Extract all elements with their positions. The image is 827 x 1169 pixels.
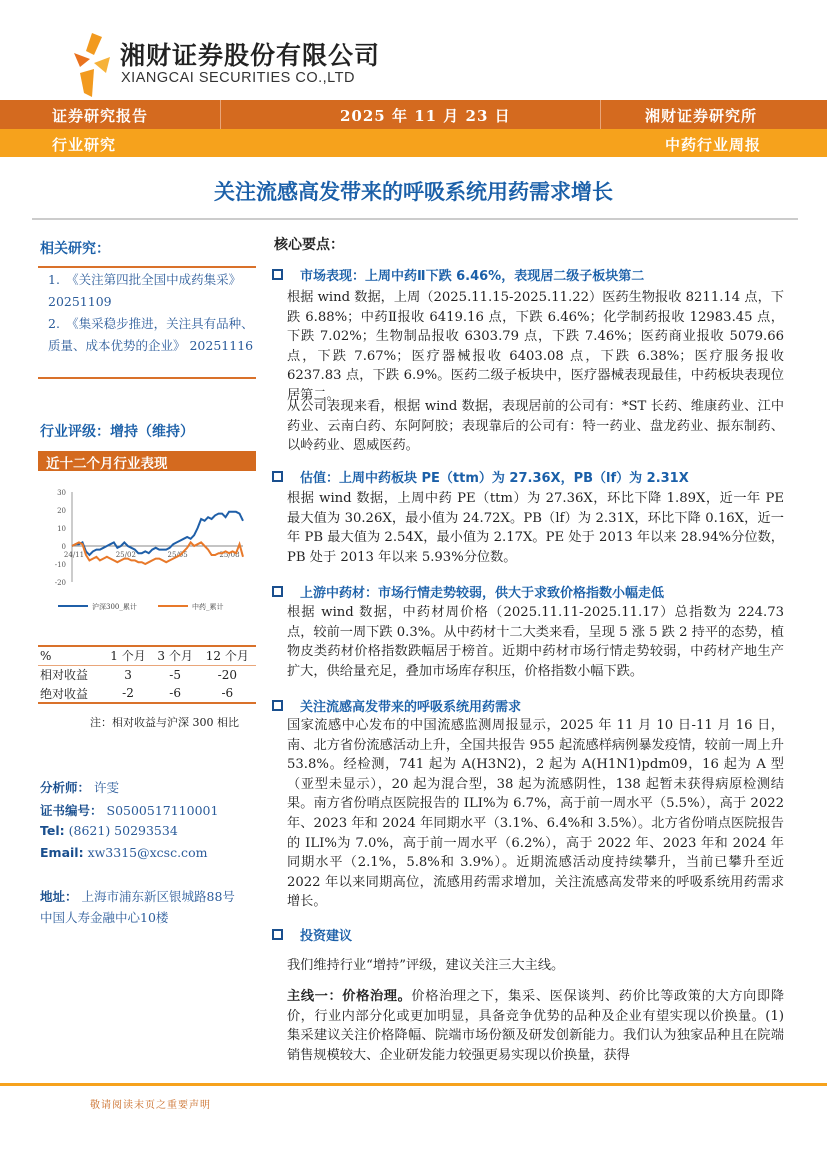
- checkbox-bullet-icon: [272, 269, 283, 280]
- table-cell: 相对收益: [40, 668, 89, 683]
- telephone: [40, 823, 178, 838]
- industry-rating: 行业评级：增持（维持）: [40, 424, 194, 440]
- company-logo-icon: [72, 33, 112, 97]
- section-heading: [272, 265, 644, 284]
- table-cell: -5: [169, 667, 181, 682]
- cert-number: S0500517110001: [106, 803, 219, 818]
- table-row: [38, 684, 256, 703]
- series-line: [72, 512, 243, 555]
- cert-label: 证书编号：: [40, 803, 103, 818]
- subheader-band: [0, 129, 827, 157]
- report-title: 关注流感高发带来的呼吸系统用药需求增长: [214, 180, 613, 204]
- x-tick-label: 25/02: [115, 551, 136, 559]
- analyst-name: 许雯: [94, 780, 120, 795]
- x-tick-label: 25/05: [167, 551, 188, 559]
- table-note: 注：相对收益与沪深 300 相比: [90, 716, 239, 729]
- section-heading-text: 市场表现：上周中药Ⅱ下跌 6.46%，表现居二级子板块第二: [300, 269, 645, 284]
- legend-label: 沪深300_累计: [92, 603, 137, 611]
- address: [40, 887, 235, 905]
- table-cell: -20: [217, 667, 237, 682]
- table-header-row: [38, 646, 256, 665]
- report-type: 证券研究报告: [52, 107, 149, 125]
- checkbox-bullet-icon: [272, 586, 283, 597]
- company-name-en: XIANGCAI SECURITIES CO.,LTD: [121, 70, 355, 86]
- y-tick-label: 20: [57, 507, 66, 515]
- table-cell: 3: [124, 667, 132, 682]
- section-heading: [272, 582, 664, 601]
- table-header: 3 个月: [157, 649, 193, 664]
- y-tick-label: 30: [57, 489, 66, 497]
- table-cell: -2: [122, 686, 134, 700]
- performance-table: [38, 645, 256, 704]
- paragraph: 从公司表现来看，根据 wind 数据，表现居前的公司有：*ST 长药、维康药业、江中药业、云南白药、东阿阿胶；表现靠后的公司有：特一药业、盘龙药业、振东制药、以岭药业、恩威医药。: [287, 399, 784, 454]
- x-tick-label: 24/11: [63, 551, 85, 559]
- paragraph: 我们维持行业“增持”评级，建议关注三大主线。: [287, 958, 565, 973]
- analyst: [40, 778, 119, 796]
- institute: 湘财证券研究所: [645, 107, 758, 125]
- related-research-title: 相关研究：: [40, 241, 110, 257]
- footer-disclaimer[interactable]: 敬请阅读末页之重要声明: [90, 1100, 211, 1111]
- series: 中药行业周报: [665, 136, 762, 154]
- table-header: %: [40, 648, 52, 663]
- footer-divider: [0, 1083, 827, 1086]
- y-tick-label: -10: [54, 561, 66, 569]
- section-heading: [272, 925, 352, 944]
- paragraph: 国家流感中心发布的中国流感监测周报显示，2025 年 11 月 10 日-11 月 16 日，南、北方省份流感活动上升，全国共报告 955 起流感样病例暴发疫情，较前一周上升 53.8%。经检测，741 起为 A(H3N2)，2 起为 A(H1N1)pdm09，16 起为 A 型（亚型未显示），20 起为混合型，38 起为流感阴性，138 起暂未获得病原检测结果。南方省份哨点医院报告的 ILI%为 6.7%，高于前一周水平（5.5%），高于 2022 年、2023 年和 2024 年同期水平（3.1%、6.4%和 3.5%）。北方省份哨点医院报告的 ILI%为 7.0%，高于前一周水平（6.2%），高于 2022 年、2023 年和 2024 年同期水平（2.1%，5.8%和 3.9%）。近期流感活动度持续攀升，当前已攀升至近 2022 年以来同期高位，流感用药需求增加，关注流感高发带来的呼吸系统用药需求增长。: [287, 718, 784, 910]
- divider: [220, 100, 221, 129]
- address-line: 上海市浦东新区银城路88号: [81, 889, 235, 904]
- tel-label: Tel:: [40, 823, 65, 838]
- related-link[interactable]: 1. 《关注第四批全国中成药集采》 20251109: [48, 272, 252, 309]
- address-line: 中国人寿金融中心10楼: [40, 910, 169, 925]
- paragraph: [287, 987, 784, 1065]
- section-heading-text: 估值：上周中药板块 PE（ttm）为 27.36X，PB（lf）为 2.31X: [300, 471, 689, 486]
- related-link[interactable]: 2. 《集采稳步推进，关注具有品种、质量、成本优势的企业》 20251116: [48, 316, 254, 353]
- paragraph: 根据 wind 数据，中药材周价格（2025.11.11-2025.11.17）总指数为 224.73 点，较前一周下跌 0.3%。从中药材十二大类来看，呈现 5 涨 5 跌 2 持平的态势，植物皮类药材价格指数跌幅居于榜首。近期中药材市场行情走势较弱，中药材产地生产扩大，供给量充足，叠加市场库存积压，价格指数小幅下跌。: [287, 605, 784, 679]
- table-header: 1 个月: [110, 649, 146, 664]
- section-heading-text: 投资建议: [300, 929, 353, 944]
- divider: [38, 377, 256, 379]
- checkbox-bullet-icon: [272, 700, 283, 711]
- analyst-label: 分析师：: [40, 780, 91, 795]
- mainline-title: 主线一：价格治理。: [287, 989, 412, 1004]
- address-label: 地址：: [40, 889, 78, 904]
- y-tick-label: -20: [54, 579, 66, 587]
- table-cell: 绝对收益: [40, 686, 89, 701]
- section-heading: [272, 696, 521, 715]
- y-tick-label: 10: [57, 525, 66, 533]
- email-label: Email:: [40, 845, 84, 860]
- section-heading: [272, 467, 689, 486]
- email-address[interactable]: xw3315@xcsc.com: [87, 845, 208, 860]
- checkbox-bullet-icon: [272, 471, 283, 482]
- table-cell: -6: [221, 686, 234, 700]
- email: [40, 845, 207, 860]
- related-research-list: [48, 269, 256, 357]
- certificate: [40, 801, 218, 819]
- tel-number: (8621) 50293534: [68, 823, 178, 838]
- section-heading-text: 关注流感高发带来的呼吸系统用药需求: [300, 700, 522, 715]
- legend-label: 中药_累计: [192, 603, 224, 611]
- checkbox-bullet-icon: [272, 929, 283, 940]
- mainline-text: 价格治理之下，集采、医保谈判、药价比等政策的大方向即降价，行业内部分化或更加明显，具备竞争优势的品种及企业有望实现以价换量。(1) 集采建议关注价格降幅、院端市场份额及研发创新能力。我们认为独家品种且在院端销售规模较大、企业研发能力较强更易实现以价换量，获得: [287, 989, 785, 1063]
- divider: [600, 100, 601, 129]
- category: 行业研究: [52, 136, 117, 154]
- paragraph: 根据 wind 数据，上周（2025.11.15-2025.11.22）医药生物报收 8211.14 点，下跌 6.88%；中药Ⅱ报收 6419.16 点，下跌 6.46%；化学制药报收 12983.45 点，下跌 7.02%；生物制品报收 6303.79 点，下跌 7.46%；医药商业报收 5079.66 点，下跌 7.67%；医疗器械报收 6403.08 点，下跌 6.38%；医疗服务报收 6237.83 点，下跌 6.9%。医药二级子板块中，医疗器械表现最佳，中药板块表现位居第二。: [287, 290, 784, 403]
- core-points-title: 核心要点：: [274, 237, 344, 253]
- section-heading-text: 上游中药材：市场行情走势较弱，供大于求致价格指数小幅走低: [300, 586, 665, 601]
- table-cell: -6: [169, 686, 181, 700]
- performance-chart: [38, 474, 256, 624]
- x-tick-label: 25/08: [219, 551, 240, 559]
- table-row: [38, 665, 256, 684]
- divider: [32, 218, 798, 220]
- report-date: 2025 年 11 月 23 日: [340, 107, 511, 125]
- paragraph: 根据 wind 数据，上周中药 PE（ttm）为 27.36X，环比下降 1.89X，近一年 PE 最大值为 30.26X，最小值为 24.72X。PB（lf）为 2.31X，环比下降 0.16X，近一年 PB 最大值为 2.54X，最小值为 2.17X。PE 处于 2013 年以来 28.94%分位数，PB 处于 2013 年以来 5.93%分位数。: [287, 491, 784, 565]
- company-name-cn: 湘财证券股份有限公司: [120, 41, 381, 70]
- divider: [38, 266, 256, 268]
- y-tick-label: 0: [61, 543, 66, 551]
- table-header: 12 个月: [205, 649, 249, 664]
- header-band: [0, 100, 827, 129]
- chart-title: 近十二个月行业表现: [38, 451, 256, 471]
